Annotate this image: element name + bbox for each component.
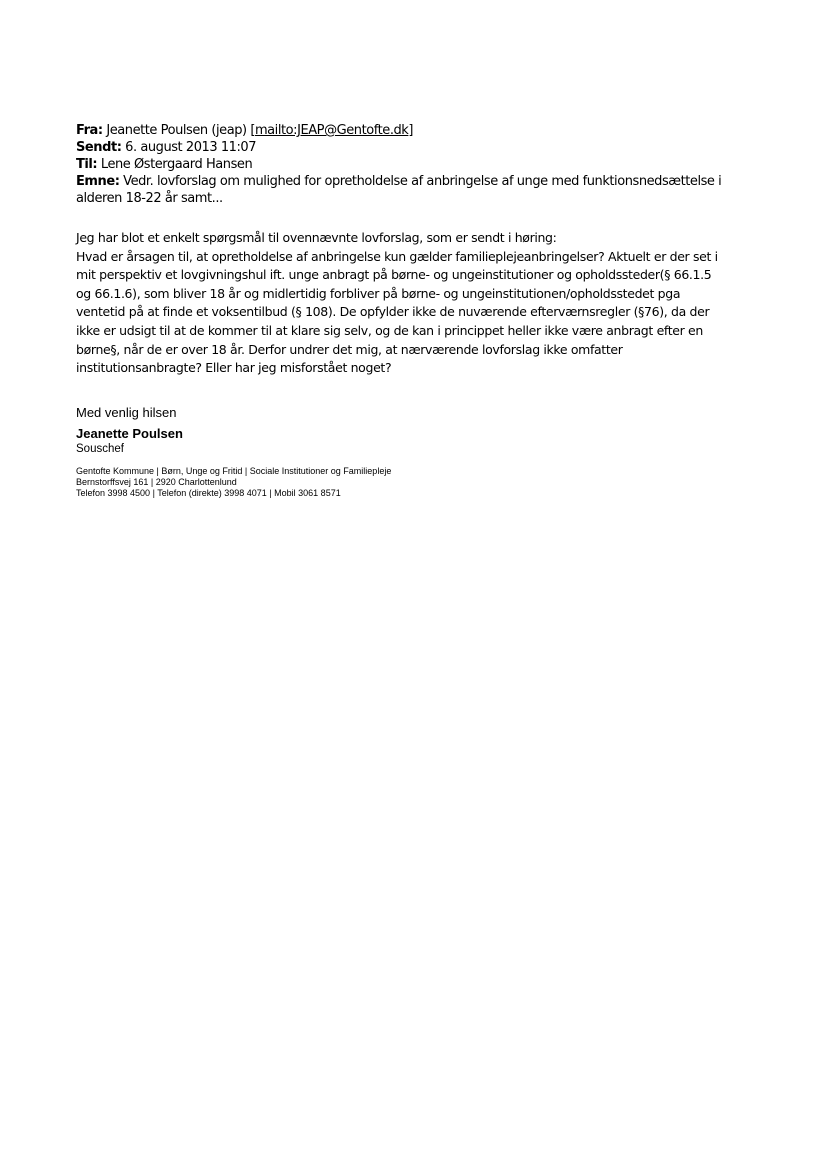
body-line: mit perspektiv et lovgivningshul ift. unge anbragt på børne- og ungeinstitutioner og opholdssteder(§ 66.1.5 xyxy=(76,267,712,283)
signature-title: Souschef xyxy=(76,442,124,455)
from-row xyxy=(76,122,756,139)
from-close-bracket: ] xyxy=(408,123,414,138)
to-value: Lene Østergaard Hansen xyxy=(100,157,253,172)
signature-block xyxy=(76,405,756,499)
to-label: Til: xyxy=(76,157,98,172)
to-row xyxy=(76,156,756,173)
subject-row xyxy=(76,173,756,190)
email-body xyxy=(76,229,756,378)
subject-label: Emne: xyxy=(76,174,120,189)
contact-line: Bernstorffsvej 161 | 2920 Charlottenlund xyxy=(76,476,237,487)
body-line: ventetid på at finde et voksentilbud (§ 108). De opfylder ikke de nuværende efterværnsregler (§76), da der xyxy=(76,304,710,320)
from-mailto-link[interactable]: mailto:JEAP@Gentofte.dk xyxy=(254,123,409,138)
body-line: børne§, når de er over 18 år. Derfor undrer det mig, at nærværende lovforslag ikke omfatter xyxy=(76,341,623,357)
sent-row xyxy=(76,139,756,156)
signature-greeting: Med venlig hilsen xyxy=(76,404,177,420)
body-line: Hvad er årsagen til, at opretholdelse af anbringelse kun gælder familieplejeanbringelser? Aktuelt er der set i xyxy=(76,248,718,264)
subject-row-continued xyxy=(76,190,756,207)
sent-label: Sendt: xyxy=(76,140,122,155)
from-value: Jeanette Poulsen (jeap) [ xyxy=(106,123,255,138)
signature-name: Jeanette Poulsen xyxy=(76,425,183,441)
contact-line: Gentofte Kommune | Børn, Unge og Fritid | Sociale Institutioner og Familiepleje xyxy=(76,465,392,476)
signature-contact xyxy=(76,466,756,499)
body-line: institutionsanbragte? Eller har jeg misforstået noget? xyxy=(76,360,392,376)
contact-line: Telefon 3998 4500 | Telefon (direkte) 3998 4071 | Mobil 3061 8571 xyxy=(76,487,341,498)
body-line: Jeg har blot et enkelt spørgsmål til ovennævnte lovforslag, som er sendt i høring: xyxy=(76,230,557,245)
email-printout xyxy=(76,122,756,499)
body-line: ikke er udsigt til at de kommer til at klare sig selv, og de kan i princippet heller ikke være anbragt efter en xyxy=(76,322,703,338)
subject-line-2: alderen 18-22 år samt... xyxy=(76,191,223,206)
subject-line-1: Vedr. lovforslag om mulighed for opretholdelse af anbringelse af unge med funktionsnedsættelse i xyxy=(123,174,722,189)
from-label: Fra: xyxy=(76,123,103,138)
body-line: og 66.1.6), som bliver 18 år og midlertidig forbliver på børne- og ungeinstitutionen/opholdsstedet pga xyxy=(76,285,681,301)
email-header xyxy=(76,122,756,207)
sent-value: 6. august 2013 11:07 xyxy=(125,140,257,155)
